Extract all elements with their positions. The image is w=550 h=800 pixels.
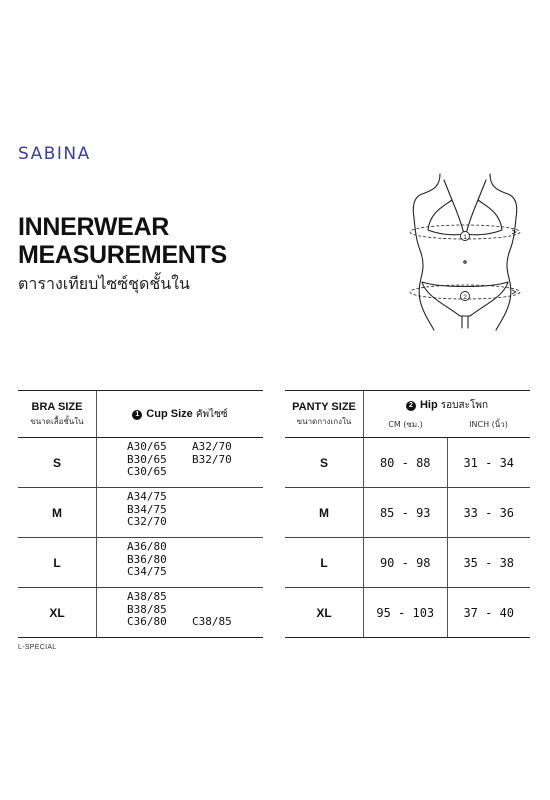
panty-table-row xyxy=(285,538,530,588)
cup-size-value: C34/75 xyxy=(127,565,167,578)
bra-size-cell: S xyxy=(18,438,97,487)
bra-table-header xyxy=(18,391,263,438)
bra-size-subheader: ขนาดเสื้อชั้นใน xyxy=(30,416,84,426)
bra-size-cell: XL xyxy=(18,588,97,637)
hip-cm-value: 95 - 103 xyxy=(364,588,448,637)
bra-right-cup xyxy=(466,200,502,235)
page-title xyxy=(18,213,227,269)
cup-size-number-badge: 1 xyxy=(132,410,142,420)
bra-size-table xyxy=(18,390,263,638)
panty-table-row xyxy=(285,488,530,538)
hip-inch-value: 33 - 36 xyxy=(463,505,515,520)
panty-size-cell: S xyxy=(285,438,364,487)
panty-table-row xyxy=(285,588,530,638)
cup-size-value: C32/70 xyxy=(127,515,167,528)
title-line-2: MEASUREMENTS xyxy=(18,241,227,269)
hip-cm-value: 80 - 88 xyxy=(364,438,448,487)
cup-size-header: 1 Cup Size คัพไซซ์ xyxy=(97,407,263,422)
hip-number-badge: 2 xyxy=(406,401,416,411)
cup-size-value xyxy=(192,591,232,604)
panty-table-header xyxy=(285,391,530,438)
panty-size-subheader: ขนาดกางเกงใน xyxy=(296,416,352,426)
cup-size-value: C36/80 xyxy=(127,615,167,628)
hip-inch-value: 35 - 38 xyxy=(463,555,515,570)
panty-size-table xyxy=(285,390,530,638)
cup-size-value: B34/75 xyxy=(127,502,167,516)
marker-2: 2 xyxy=(463,294,467,301)
cup-size-value: B30/65 xyxy=(127,452,167,466)
bra-table-row xyxy=(18,438,263,488)
brand-logo: SABINA xyxy=(18,144,91,164)
page-subtitle: ตารางเทียบไซซ์ชุดชั้นใน xyxy=(18,274,190,293)
marker-1: 1 xyxy=(463,234,467,241)
hip-cm-value: 90 - 98 xyxy=(364,538,448,587)
body-measurement-figure xyxy=(400,170,530,335)
panty-size-cell: L xyxy=(285,538,364,587)
cup-size-value: B38/85 xyxy=(127,602,167,616)
footnote: L-SPECIAL xyxy=(18,644,57,651)
cup-size-value: C30/65 xyxy=(127,465,167,478)
hip-header: 2 Hip รอบสะโพก xyxy=(364,398,530,413)
hip-inch-value: 31 - 34 xyxy=(463,455,515,470)
cm-subheader: CM (ซม.) xyxy=(388,419,423,429)
bra-left-cup xyxy=(428,200,464,235)
figure-outline-left xyxy=(413,174,440,330)
hip-inch-value: 37 - 40 xyxy=(463,605,515,620)
figure-outline-right xyxy=(490,174,517,330)
inch-subheader: INCH (นิ้ว) xyxy=(469,419,508,429)
cup-size-value: A36/80 xyxy=(127,540,167,553)
panty-size-header: PANTY SIZE xyxy=(292,400,356,413)
panty-size-cell: XL xyxy=(285,588,364,637)
hip-cm-value: 85 - 93 xyxy=(364,488,448,537)
cup-size-value: B36/80 xyxy=(127,552,167,566)
panty-size-cell: M xyxy=(285,488,364,537)
bra-table-row xyxy=(18,588,263,638)
bra-size-cell: M xyxy=(18,488,97,537)
cup-size-value: A30/65 xyxy=(127,440,167,453)
panty-table-row xyxy=(285,438,530,488)
bra-size-cell: L xyxy=(18,538,97,587)
cup-size-value: A32/70 xyxy=(192,440,232,453)
cup-size-value: A34/75 xyxy=(127,490,167,503)
bra-table-row xyxy=(18,538,263,588)
cup-size-value: C38/85 xyxy=(192,615,232,628)
cup-size-value: B32/70 xyxy=(192,452,232,466)
bra-size-header: BRA SIZE xyxy=(31,400,83,413)
bra-table-row xyxy=(18,488,263,538)
title-line-1: INNERWEAR xyxy=(18,213,170,241)
cup-size-value: A38/85 xyxy=(127,590,167,603)
